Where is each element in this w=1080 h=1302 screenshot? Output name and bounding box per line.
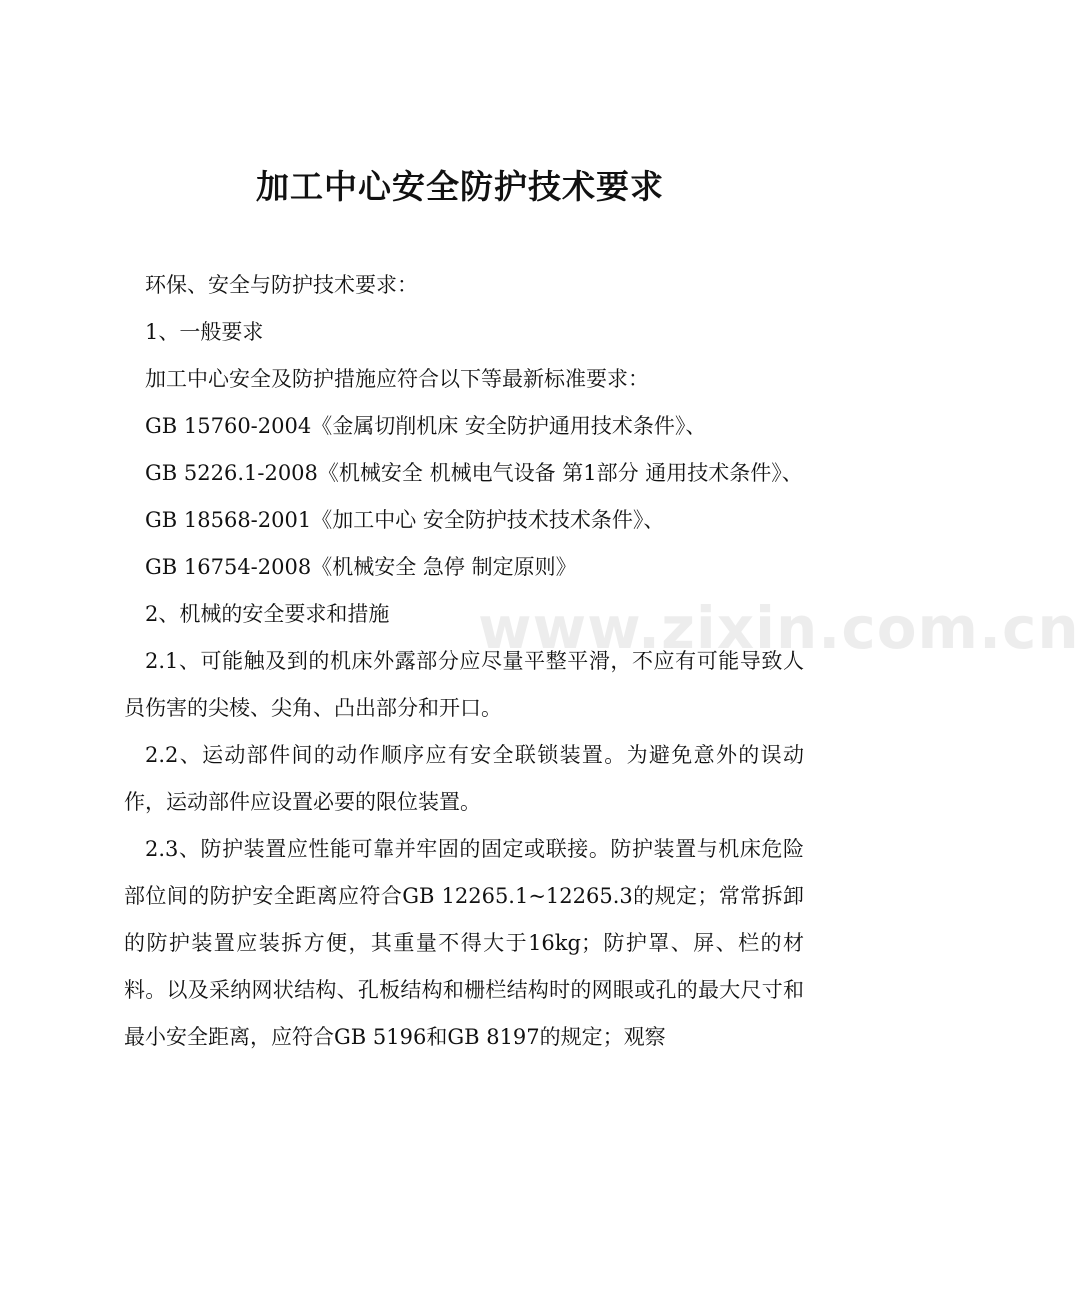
- standard-item: GB 5226.1-2008《机械安全 机械电气设备 第1部分 通用技术条件》、: [145, 461, 803, 485]
- standard-item: GB 16754-2008《机械安全 急停 制定原则》: [145, 555, 577, 579]
- standard-item: GB 18568-2001《加工中心 安全防护技术技术条件》、: [145, 508, 665, 532]
- paragraph-2-3: 2.3、防护装置应性能可靠并牢固的固定或联接。防护装置与机床危险部位间的防护安全距离应符合GB 12265.1~12265.3的规定；常常拆卸的防护装置应装拆方便，其重量不得大于16kg；防护罩、屏、栏的材料。以及采纳网状结构、孔板结构和栅栏结构时的网眼或孔的最大尺寸和最小安全距离，应符合GB 5196和GB 8197的规定；观察: [124, 837, 804, 1049]
- paragraph-standards-intro: 加工中心安全及防护措施应符合以下等最新标准要求：: [145, 367, 649, 391]
- paragraph-2-1: 2.1、可能触及到的机床外露部分应尽量平整平滑，不应有可能导致人员伤害的尖棱、尖角、凸出部分和开口。: [124, 649, 804, 720]
- section-heading-general: 1、一般要求: [145, 320, 264, 344]
- section-heading-mechanical: 2、机械的安全要求和措施: [145, 602, 390, 626]
- paragraph-2-2: 2.2、运动部件间的动作顺序应有安全联锁装置。为避免意外的误动作，运动部件应设置必要的限位装置。: [124, 743, 804, 814]
- paragraph-intro: 环保、安全与防护技术要求：: [145, 273, 418, 297]
- standard-item: GB 15760-2004《金属切削机床 安全防护通用技术条件》、: [145, 414, 707, 438]
- document-body: [124, 262, 804, 1061]
- watermark: www.zixin.com.cn: [478, 594, 1080, 662]
- document-title: 加工中心安全防护技术要求: [256, 167, 664, 206]
